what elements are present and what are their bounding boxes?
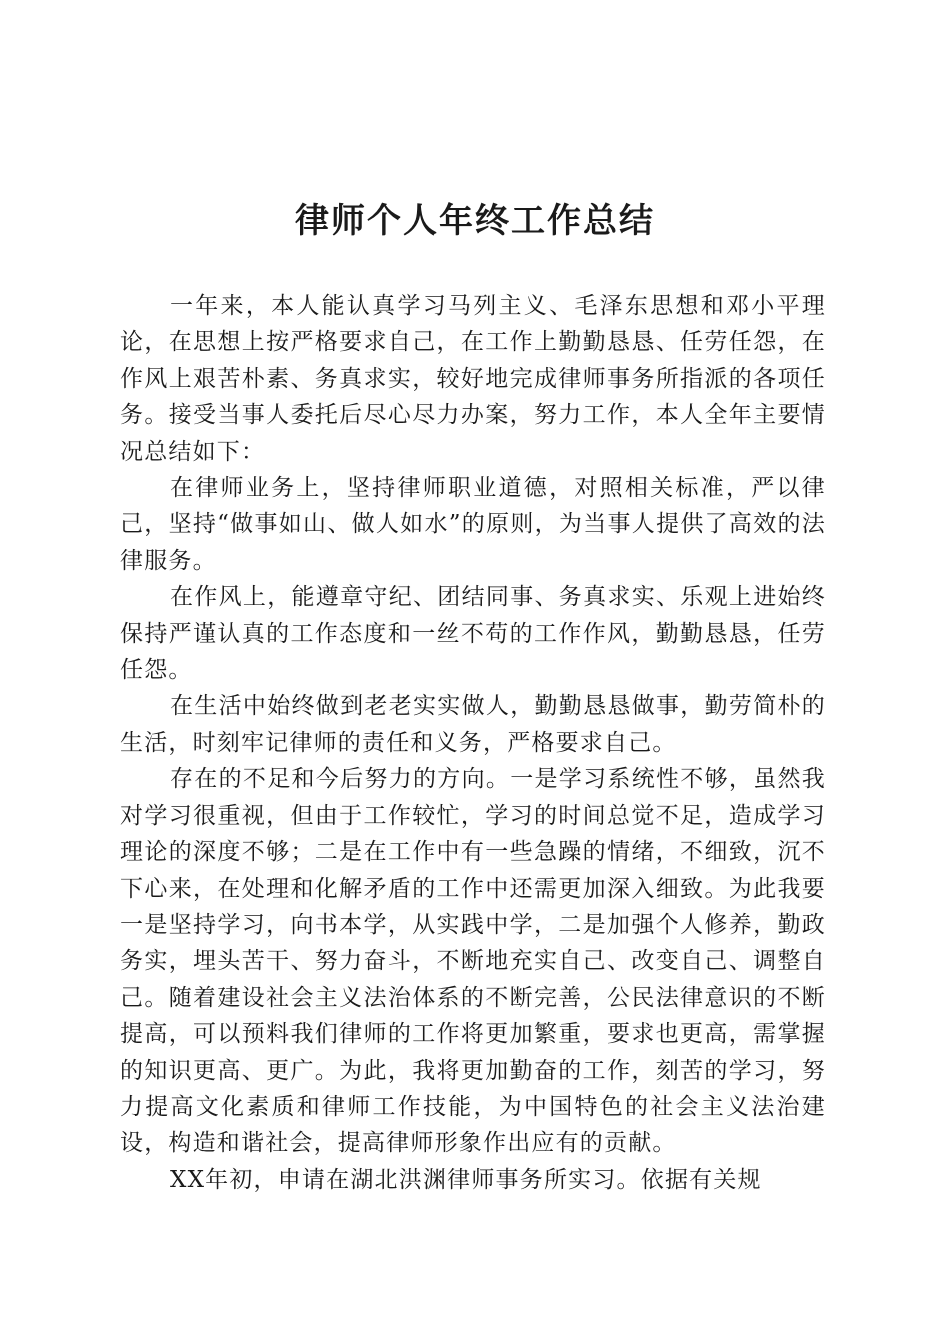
paragraph-internship: XX年初，申请在湖北洪渊律师事务所实习。依据有关规 — [170, 1166, 762, 1193]
document-title: 律师个人年终工作总结 — [295, 201, 655, 241]
paragraph-intro: 一年来，本人能认真学习马列主义、毛泽东思想和邓小平理论，在思想上按严格要求自己，在工作上勤勤恳恳、任劳任怨，在作风上艰苦朴素、务真求实，较好地完成律师事务所指派的各项任务。接受当事人委托后尽心尽力办案，努力工作，本人全年主要情况总结如下： — [120, 293, 826, 465]
paragraph-work-style: 在作风上，能遵章守纪、团结同事、务真求实、乐观上进始终保持严谨认真的工作态度和一丝不苟的工作作风，勤勤恳恳，任劳任怨。 — [120, 584, 826, 684]
paragraph-legal-business: 在律师业务上，坚持律师职业道德，对照相关标准，严以律己，坚持“做事如山、做人如水”的原则，为当事人提供了高效的法律服务。 — [120, 475, 826, 574]
document-body — [120, 288, 826, 1198]
paragraph-daily-life: 在生活中始终做到老老实实做人，勤勤恳恳做事，勤劳简朴的生活，时刻牢记律师的责任和义务，严格要求自己。 — [120, 693, 826, 756]
paragraph-shortcomings: 存在的不足和今后努力的方向。一是学习系统性不够，虽然我对学习很重视，但由于工作较忙，学习的时间总觉不足，造成学习理论的深度不够；二是在工作中有一些急躁的情绪，不细致，沉不下心来，在处理和化解矛盾的工作中还需更加深入细致。为此我要一是坚持学习，向书本学，从实践中学，二是加强个人修养，勤政务实，埋头苦干、努力奋斗，不断地充实自己、改变自己、调整自己。随着建设社会主义法治体系的不断完善，公民法律意识的不断提高，可以预料我们律师的工作将更加繁重，要求也更高，需掌握的知识更高、更广。为此，我将更加勤奋的工作，刻苦的学习，努力提高文化素质和律师工作技能，为中国特色的社会主义法治建设，构造和谐社会，提高律师形象作出应有的贡献。 — [120, 766, 826, 1157]
